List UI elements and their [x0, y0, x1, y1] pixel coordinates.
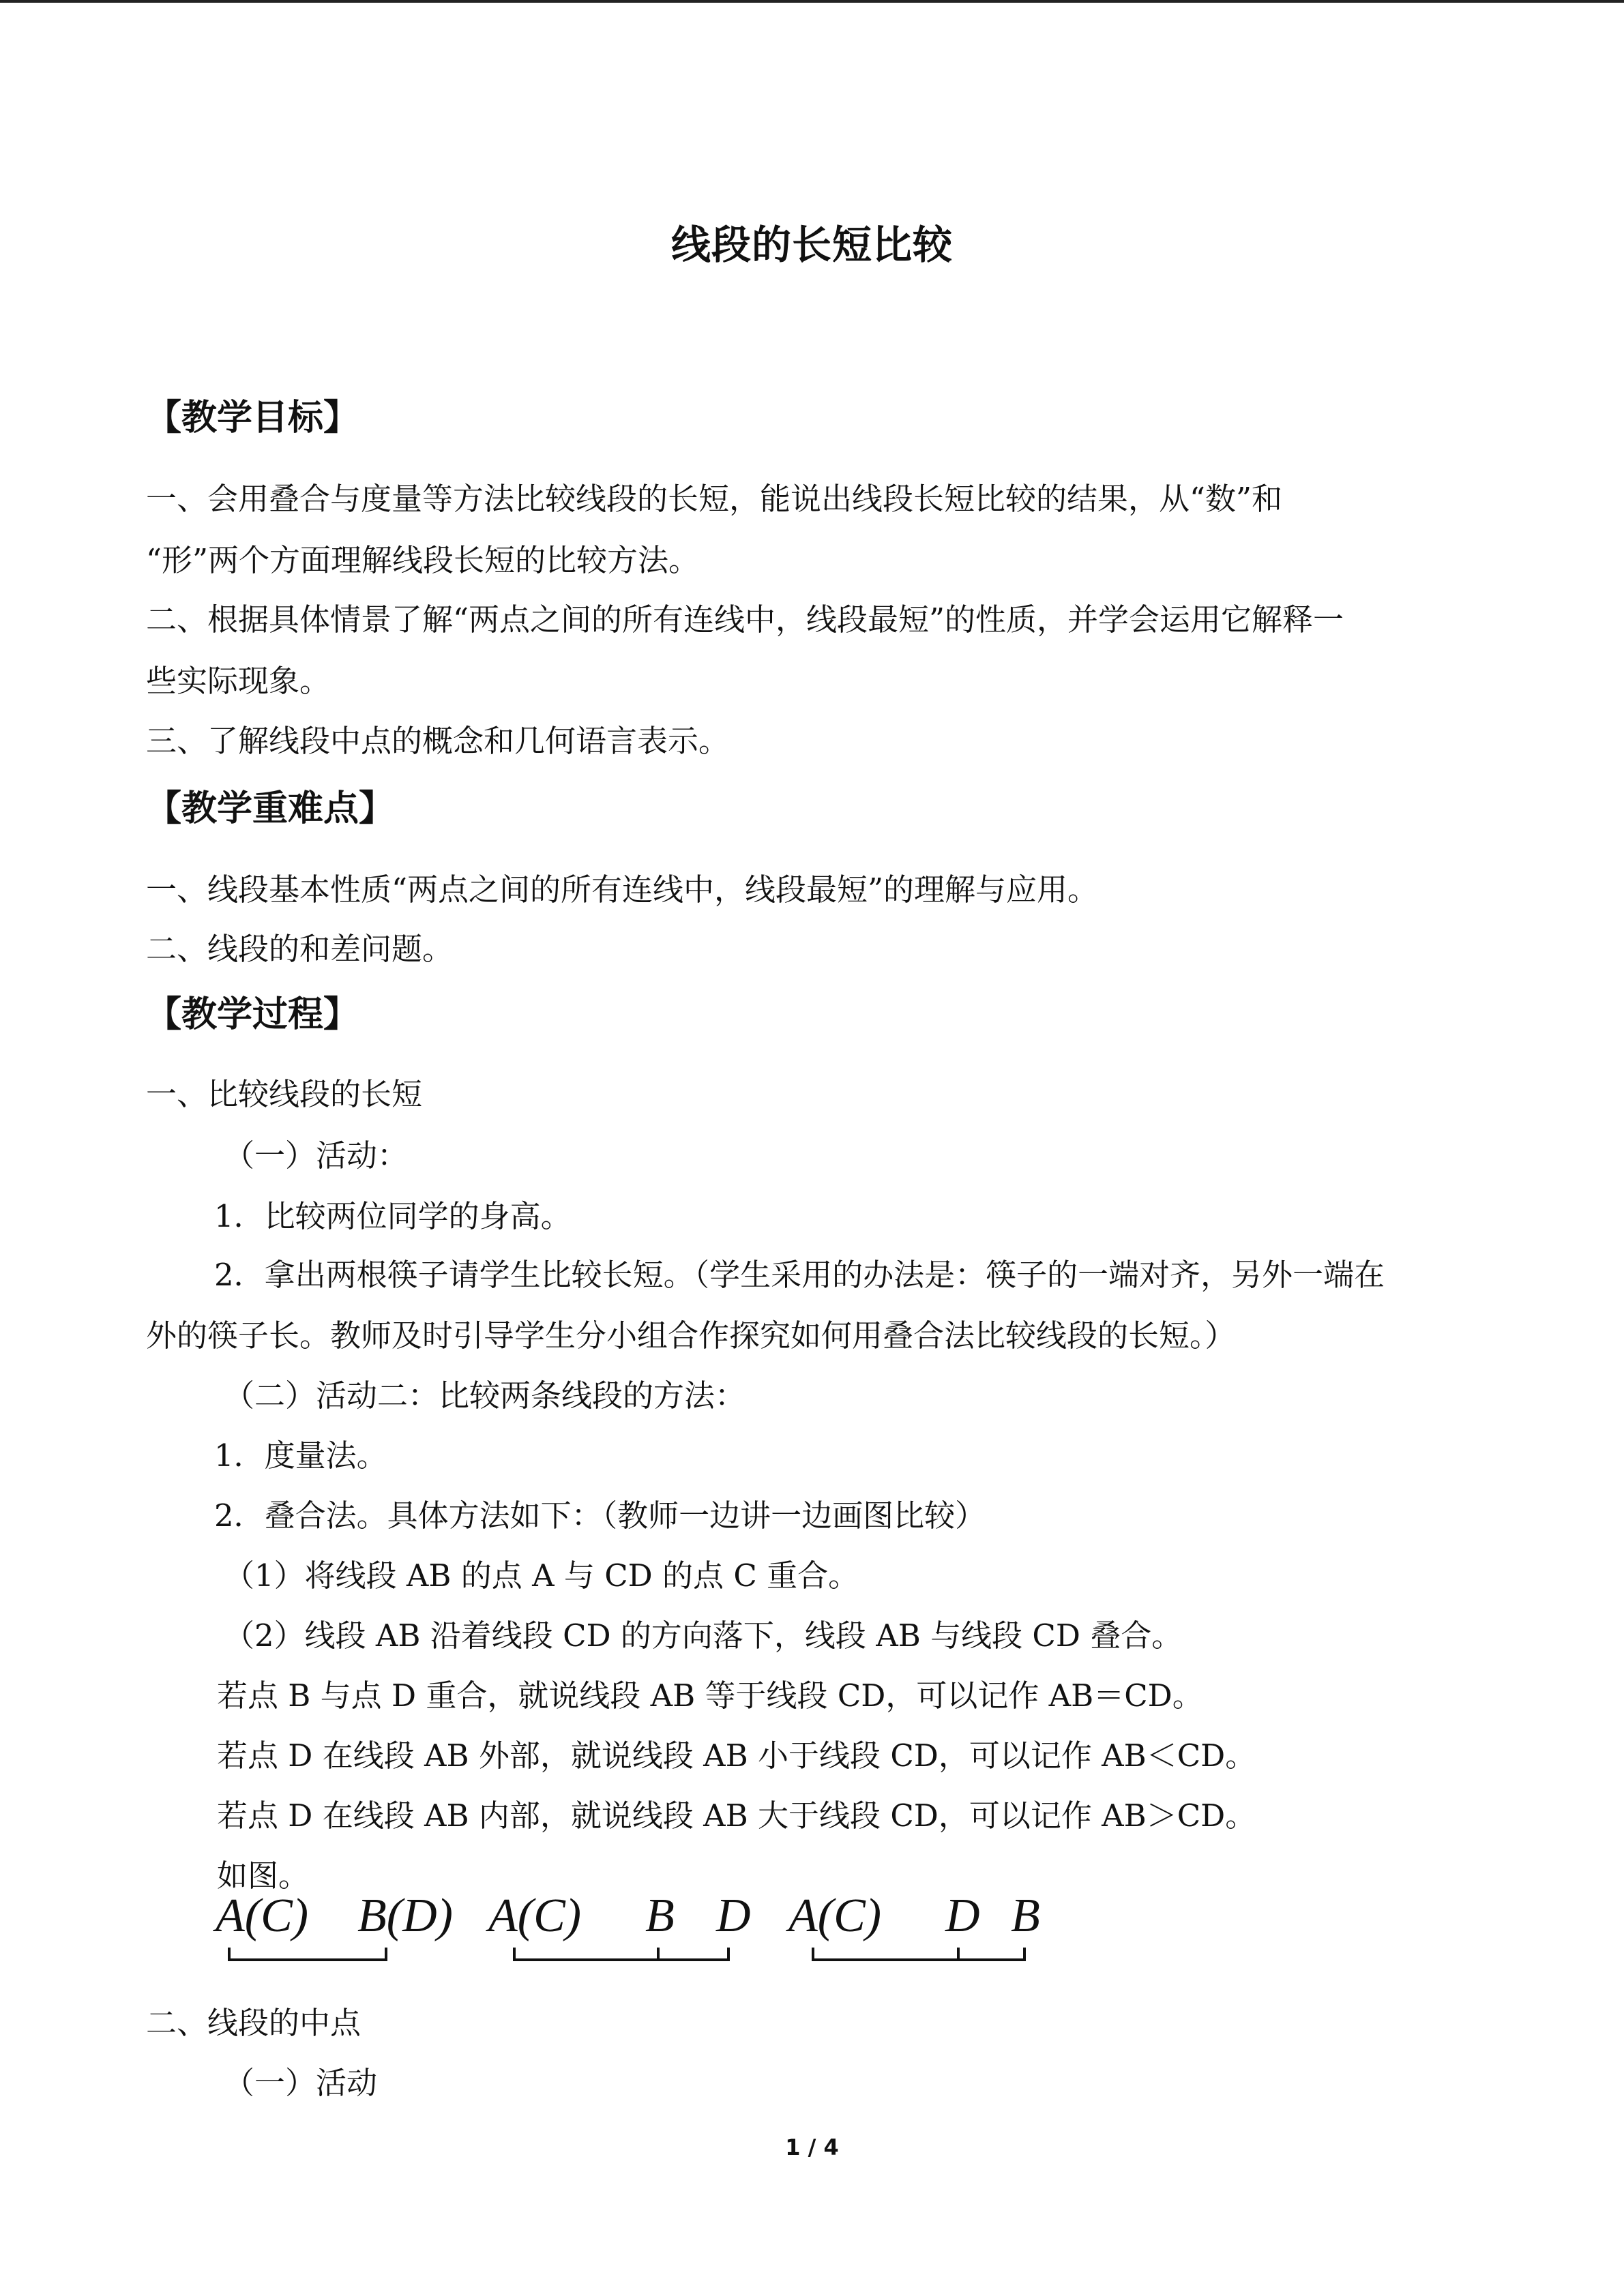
- process-line-7: 1．度量法。: [214, 1437, 387, 1474]
- keypoint-line-2: 二、线段的和差问题。: [146, 931, 454, 967]
- objective-line-4: 些实际现象。: [146, 663, 331, 699]
- label-a-c-1: A(C): [216, 1890, 309, 1942]
- process-line-15: 二、线段的中点: [146, 2005, 361, 2041]
- page-number: 1 / 4: [785, 2134, 839, 2160]
- process-line-1: 一、比较线段的长短: [146, 1076, 423, 1112]
- process-line-2: （一）活动：: [224, 1137, 409, 1174]
- keypoint-line-1: 一、线段基本性质“两点之间的所有连线中，线段最短”的理解与应用。: [146, 871, 1099, 908]
- figure-diagram-equal: [213, 1890, 453, 1961]
- label-a-c-2: A(C): [488, 1890, 582, 1942]
- process-line-8: 2．叠合法。具体方法如下：（教师一边讲一边画图比较）: [214, 1497, 986, 1534]
- process-line-6: （二）活动二：比较两条线段的方法：: [224, 1377, 746, 1414]
- figure-diagram-greater: [786, 1890, 1040, 1961]
- objective-line-1: 一、会用叠合与度量等方法比较线段的长短，能说出线段长短比较的结果，从“数”和: [146, 481, 1283, 517]
- objective-line-5: 三、了解线段中点的概念和几何语言表示。: [146, 723, 730, 759]
- objective-line-3: 二、根据具体情景了解“两点之间的所有连线中，线段最短”的性质，并学会运用它解释一: [146, 601, 1344, 638]
- objective-line-2: “形”两个方面理解线段长短的比较方法。: [146, 542, 700, 578]
- segment-comparison-figure: [205, 1889, 1064, 1978]
- process-line-14: 如图。: [217, 1858, 310, 1894]
- process-line-4: 2．拿出两根筷子请学生比较长短。（学生采用的办法是：筷子的一端对齐，另外一端在: [214, 1257, 1385, 1293]
- process-line-10: （2）线段 AB 沿着线段 CD 的方向落下，线段 AB 与线段 CD 叠合。: [224, 1617, 1183, 1654]
- process-line-9: （1）将线段 AB 的点 A 与 CD 的点 C 重合。: [224, 1557, 859, 1594]
- label-d-3: D: [945, 1890, 980, 1942]
- heading-objectives: 【教学目标】: [146, 398, 359, 438]
- heading-process: 【教学过程】: [146, 994, 359, 1035]
- process-line-16: （一）活动: [224, 2065, 378, 2101]
- label-b-3: B: [1011, 1890, 1040, 1942]
- page-top-border: [0, 0, 1624, 3]
- process-line-13: 若点 D 在线段 AB 内部，就说线段 AB 大于线段 CD，可以记作 AB＞CD。: [217, 1798, 1256, 1834]
- heading-keypoints: 【教学重难点】: [146, 788, 395, 829]
- process-line-3: 1．比较两位同学的身高。: [214, 1198, 572, 1234]
- label-d-2: D: [716, 1890, 751, 1942]
- label-b-d-1: B(D): [357, 1890, 453, 1942]
- process-line-5: 外的筷子长。教师及时引导学生分小组合作探究如何用叠合法比较线段的长短。）: [146, 1317, 1236, 1354]
- process-line-12: 若点 D 在线段 AB 外部，就说线段 AB 小于线段 CD，可以记作 AB＜CD。: [217, 1738, 1256, 1774]
- document-title: 线段的长短比较: [670, 222, 953, 268]
- process-line-11: 若点 B 与点 D 重合，就说线段 AB 等于线段 CD，可以记作 AB＝CD。: [217, 1678, 1203, 1714]
- label-b-2: B: [645, 1890, 675, 1942]
- figure-diagram-less: [486, 1890, 751, 1961]
- label-a-c-3: A(C): [788, 1890, 882, 1942]
